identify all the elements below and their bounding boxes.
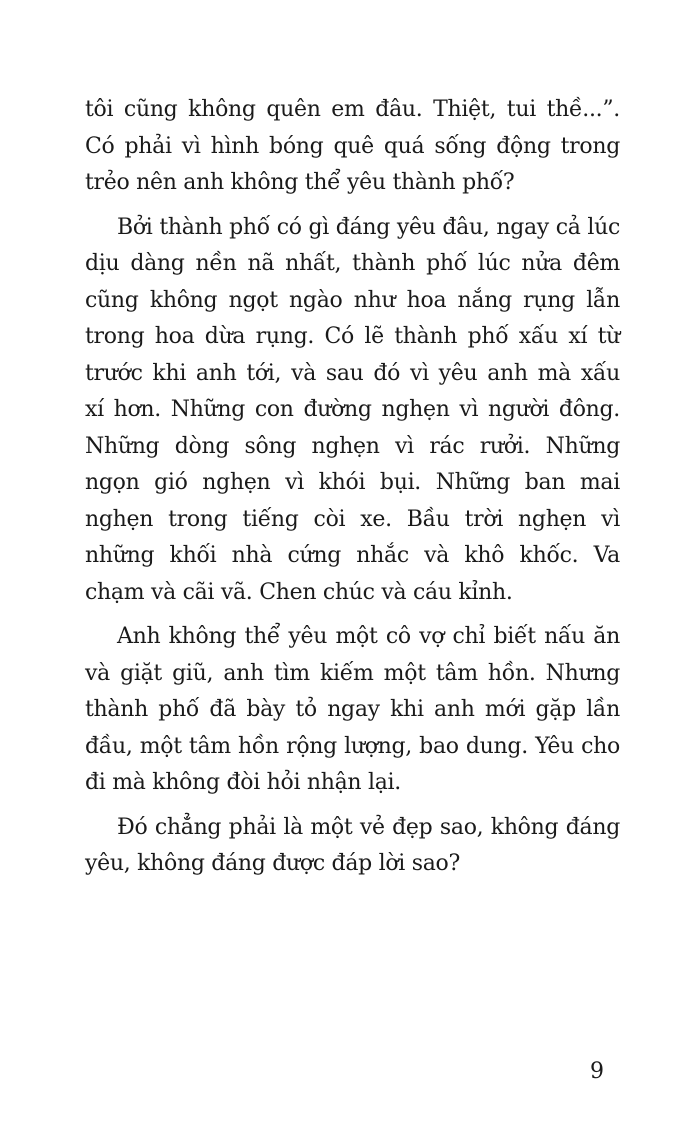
text-line: đầu, một tâm hồn rộng lượng, bao dung. Yêu cho xyxy=(85,733,620,759)
text-line: tôi cũng không quên em đâu. Thiệt, tui thề...”. xyxy=(85,97,620,122)
paragraph-2 xyxy=(85,210,620,612)
text-line: trẻo nên anh không thể yêu thành phố? xyxy=(85,170,515,195)
body-text xyxy=(85,92,620,883)
paragraph-3 xyxy=(85,619,620,802)
text-line: yêu, không đáng được đáp lời sao? xyxy=(85,851,460,876)
text-line: trong hoa dừa rụng. Có lẽ thành phố xấu xí từ xyxy=(85,324,620,349)
text-line: trước khi anh tới, và sau đó vì yêu anh mà xấu xyxy=(85,360,620,386)
text-line: Có phải vì hình bóng quê quá sống động trong xyxy=(85,133,620,159)
text-line: thành phố đã bày tỏ ngay khi anh mới gặp lần xyxy=(85,697,620,722)
text-line: những khối nhà cứng nhắc và khô khốc. Va xyxy=(85,543,620,568)
text-line: chạm và cãi vã. Chen chúc và cáu kỉnh. xyxy=(85,579,513,605)
text-line: cũng không ngọt ngào như hoa nắng rụng lẫn xyxy=(85,287,620,313)
text-line: Bởi thành phố có gì đáng yêu đâu, ngay cả lúc xyxy=(117,214,620,240)
text-line: dịu dàng nền nã nhất, thành phố lúc nửa đêm xyxy=(85,251,620,276)
text-line: Những dòng sông nghẹn vì rác rưởi. Những xyxy=(85,433,620,459)
text-line: Đó chẳng phải là một vẻ đẹp sao, không đáng xyxy=(117,814,620,840)
text-line: đi mà không đòi hỏi nhận lại. xyxy=(85,770,401,795)
paragraph-1 xyxy=(85,92,620,202)
text-line: nghẹn trong tiếng còi xe. Bầu trời nghẹn vì xyxy=(85,506,620,532)
page-number: 9 xyxy=(590,1059,604,1084)
paragraph-4 xyxy=(85,810,620,883)
text-line: Anh không thể yêu một cô vợ chỉ biết nấu ăn xyxy=(117,624,620,649)
text-line: và giặt giũ, anh tìm kiếm một tâm hồn. Nhưng xyxy=(85,660,620,686)
text-line: xí hơn. Những con đường nghẹn vì người đông. xyxy=(85,397,620,422)
text-line: ngọn gió nghẹn vì khói bụi. Những ban mai xyxy=(85,470,620,495)
